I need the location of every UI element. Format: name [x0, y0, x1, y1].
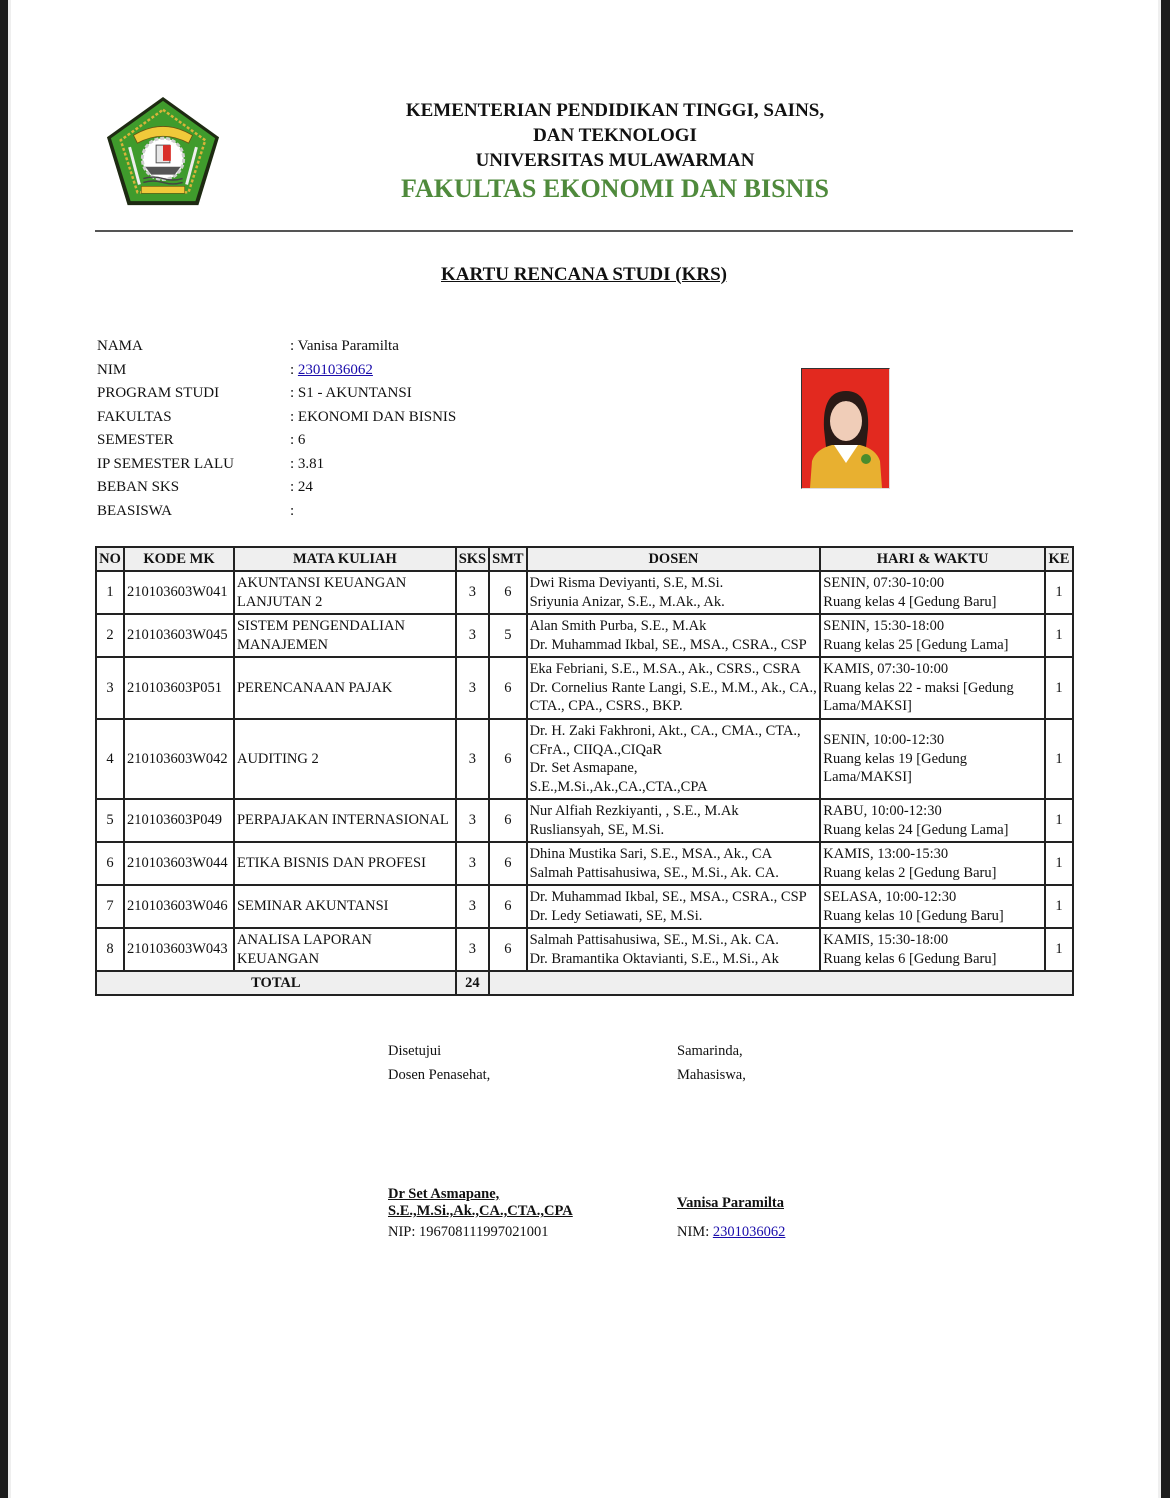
- viewer-left-edge: [0, 0, 8, 1498]
- cell-sks: 3: [456, 842, 489, 885]
- cell-smt: 6: [489, 885, 526, 928]
- nim-link[interactable]: 2301036062: [297, 361, 373, 378]
- cell-waktu: [820, 657, 1045, 719]
- dosen-name: Dr. H. Zaki Fakhroni, Akt., CA., CMA., CTA., CFrA., CIIQA.,CIQaR: [529, 723, 801, 758]
- dosen-name: Dr. Cornelius Rante Langi, S.E., M.M., Ak., CA., CTA., CPA., CSRS., BKP.: [529, 679, 817, 715]
- cell-waktu: [820, 885, 1045, 928]
- field-label: FAKULTAS: [97, 408, 172, 425]
- table-row: [96, 657, 1073, 719]
- table-row: [96, 719, 1073, 799]
- cell-waktu: [820, 719, 1045, 799]
- table-row: [96, 571, 1073, 614]
- cell-ke: 1: [1045, 719, 1073, 799]
- cell-dosen: [527, 657, 821, 719]
- cell-kode: 210103603W045: [124, 614, 234, 657]
- cell-dosen: [527, 842, 821, 885]
- field-value: : Vanisa Paramilta: [290, 338, 399, 355]
- schedule-time: RABU, 10:00-12:30: [823, 803, 942, 819]
- field-value: : 6: [290, 432, 306, 449]
- cell-ke: 1: [1045, 571, 1073, 614]
- cell-smt: 5: [489, 614, 526, 657]
- cell-kode: 210103603W042: [124, 719, 234, 799]
- cell-ke: 1: [1045, 842, 1073, 885]
- cell-matkul: SISTEM PENGENDALIAN MANAJEMEN: [234, 614, 456, 657]
- student-info: [97, 335, 456, 523]
- field-ip-semester-lalu: [97, 453, 456, 477]
- col-header-no: NO: [96, 547, 124, 571]
- field-label: SEMESTER: [97, 432, 174, 449]
- table-row: [96, 614, 1073, 657]
- cell-kode: 210103603P051: [124, 657, 234, 719]
- cell-sks: 3: [456, 885, 489, 928]
- page-title: KARTU RENCANA STUDI (KRS): [441, 264, 727, 285]
- approval-label: Disetujui: [388, 1043, 442, 1059]
- col-header-ke: KE: [1045, 547, 1073, 571]
- advisor-role: Dosen Penasehat,: [388, 1067, 491, 1083]
- nip-value: 196708111997021001: [419, 1224, 549, 1240]
- cell-sks: 3: [456, 614, 489, 657]
- field-value: [290, 362, 373, 379]
- schedule-room: Ruang kelas 22 - maksi [Gedung Lama/MAKSI]: [823, 679, 1014, 715]
- table-row: [96, 799, 1073, 842]
- cell-no: 7: [96, 885, 124, 928]
- cell-dosen: [527, 719, 821, 799]
- student-signature-block: [677, 1039, 927, 1244]
- col-header-sks: SKS: [456, 547, 489, 571]
- schedule-time: SENIN, 10:00-12:30: [823, 732, 945, 749]
- dosen-name: Salmah Pattisahusiwa, SE., M.Si., Ak. CA.: [529, 932, 779, 948]
- schedule-room: Ruang kelas 19 [Gedung Lama/MAKSI]: [823, 750, 968, 786]
- field-label: BEBAN SKS: [97, 479, 180, 496]
- dosen-name: Rusliansyah, SE, M.Si.: [529, 821, 665, 838]
- col-header-hari-waktu: HARI & WAKTU: [820, 547, 1045, 571]
- field-beban-sks: [97, 476, 456, 500]
- field-value: : 24: [290, 479, 313, 496]
- col-header-kode-mk: KODE MK: [124, 547, 234, 571]
- col-header-dosen: DOSEN: [527, 547, 821, 571]
- field-label: PROGRAM STUDI: [97, 385, 220, 402]
- cell-matkul: SEMINAR AKUNTANSI: [234, 885, 456, 928]
- header-divider: [95, 230, 1073, 232]
- city-label: Samarinda,: [677, 1043, 743, 1059]
- advisor-nip: [388, 1220, 648, 1244]
- schedule-time: SELASA, 10:00-12:30: [823, 889, 957, 905]
- cell-waktu: [820, 842, 1045, 885]
- cell-smt: 6: [489, 719, 526, 799]
- dosen-name: Nur Alfiah Rezkiyanti, , S.E., M.Ak: [529, 803, 739, 819]
- dosen-name: Dr. Bramantika Oktavianti, S.E., M.Si., Ak: [529, 950, 779, 967]
- schedule-room: Ruang kelas 24 [Gedung Lama]: [823, 821, 1009, 838]
- schedule-time: SENIN, 07:30-10:00: [823, 575, 945, 591]
- cell-smt: 6: [489, 842, 526, 885]
- cell-dosen: [527, 928, 821, 971]
- student-nim: [677, 1220, 927, 1244]
- cell-sks: 3: [456, 719, 489, 799]
- cell-no: 5: [96, 799, 124, 842]
- cell-sks: 3: [456, 571, 489, 614]
- advisor-signature-block: [388, 1039, 648, 1244]
- cell-matkul: PERPAJAKAN INTERNASIONAL: [234, 799, 456, 842]
- student-name: Vanisa Paramilta: [677, 1195, 785, 1211]
- schedule-time: KAMIS, 07:30-10:00: [823, 661, 949, 678]
- cell-dosen: [527, 571, 821, 614]
- cell-waktu: [820, 614, 1045, 657]
- cell-smt: 6: [489, 657, 526, 719]
- cell-sks: 3: [456, 928, 489, 971]
- field-label: NIM: [97, 361, 127, 378]
- cell-dosen: [527, 799, 821, 842]
- field-value: : EKONOMI DAN BISNIS: [290, 408, 457, 425]
- schedule-room: Ruang kelas 4 [Gedung Baru]: [823, 593, 997, 610]
- field-value: :: [290, 502, 295, 519]
- ministry-line-2: DAN TEKNOLOGI: [533, 125, 697, 146]
- cell-smt: 6: [489, 928, 526, 971]
- field-beasiswa: [97, 500, 456, 524]
- field-label: IP SEMESTER LALU: [97, 455, 234, 472]
- table-header-row: [96, 547, 1073, 571]
- cell-ke: 1: [1045, 885, 1073, 928]
- cell-ke: 1: [1045, 657, 1073, 719]
- table-row: [96, 928, 1073, 971]
- cell-matkul: ETIKA BISNIS DAN PROFESI: [234, 842, 456, 885]
- viewer-right-edge: [1161, 0, 1170, 1498]
- cell-no: 8: [96, 928, 124, 971]
- dosen-name: Dhina Mustika Sari, S.E., MSA., Ak., CA: [529, 846, 773, 862]
- student-photo: [801, 368, 890, 489]
- cell-waktu: [820, 799, 1045, 842]
- field-nama: [97, 335, 456, 359]
- cell-matkul: PERENCANAAN PAJAK: [234, 657, 456, 719]
- cell-kode: 210103603W041: [124, 571, 234, 614]
- cell-ke: 1: [1045, 614, 1073, 657]
- cell-ke: 1: [1045, 928, 1073, 971]
- cell-matkul: ANALISA LAPORAN KEUANGAN: [234, 928, 456, 971]
- krs-table: [95, 546, 1074, 996]
- faculty-name: FAKULTAS EKONOMI DAN BISNIS: [401, 174, 829, 203]
- field-program-studi: [97, 382, 456, 406]
- cell-no: 6: [96, 842, 124, 885]
- cell-smt: 6: [489, 799, 526, 842]
- cell-no: 3: [96, 657, 124, 719]
- cell-kode: 210103603P049: [124, 799, 234, 842]
- dosen-name: Alan Smith Purba, S.E., M.Ak: [529, 618, 707, 634]
- table-row: [96, 885, 1073, 928]
- advisor-name-line-2: S.E.,M.Si.,Ak.,CA.,CTA.,CPA: [388, 1203, 573, 1219]
- nim-label: NIM:: [677, 1224, 713, 1240]
- nip-label: NIP:: [388, 1224, 420, 1240]
- advisor-name: [388, 1186, 648, 1220]
- schedule-room: Ruang kelas 10 [Gedung Baru]: [823, 907, 1004, 924]
- schedule-room: Ruang kelas 25 [Gedung Lama]: [823, 636, 1009, 653]
- schedule-time: KAMIS, 15:30-18:00: [823, 932, 949, 948]
- page-left-shadow: [8, 0, 11, 1498]
- col-header-mata-kuliah: MATA KULIAH: [234, 547, 456, 571]
- cell-no: 1: [96, 571, 124, 614]
- ministry-line-1: KEMENTERIAN PENDIDIKAN TINGGI, SAINS,: [405, 100, 825, 121]
- dosen-name: Salmah Pattisahusiwa, SE., M.Si., Ak. CA.: [529, 864, 779, 881]
- total-empty: [489, 971, 1073, 995]
- cell-waktu: [820, 928, 1045, 971]
- cell-kode: 210103603W046: [124, 885, 234, 928]
- cell-matkul: AKUNTANSI KEUANGAN LANJUTAN 2: [234, 571, 456, 614]
- cell-smt: 6: [489, 571, 526, 614]
- advisor-name-line-1: Dr Set Asmapane,: [388, 1186, 500, 1202]
- cell-waktu: [820, 571, 1045, 614]
- dosen-name: Dwi Risma Deviyanti, S.E, M.Si.: [529, 575, 724, 591]
- schedule-time: KAMIS, 13:00-15:30: [823, 846, 949, 862]
- schedule-room: Ruang kelas 2 [Gedung Baru]: [823, 864, 997, 881]
- total-row: [96, 971, 1073, 995]
- cell-dosen: [527, 614, 821, 657]
- schedule-room: Ruang kelas 6 [Gedung Baru]: [823, 950, 997, 967]
- table-row: [96, 842, 1073, 885]
- field-nim: [97, 359, 456, 383]
- dosen-name: Dr. Set Asmapane, S.E.,M.Si.,Ak.,CA.,CTA.,CPA: [529, 760, 708, 795]
- cell-matkul: AUDITING 2: [234, 719, 456, 799]
- cell-kode: 210103603W044: [124, 842, 234, 885]
- cell-ke: 1: [1045, 799, 1073, 842]
- letterhead: [380, 98, 850, 205]
- field-value: : 3.81: [290, 455, 325, 472]
- dosen-name: Dr. Muhammad Ikbal, SE., MSA., CSRA., CSP: [529, 636, 807, 653]
- cell-sks: 3: [456, 799, 489, 842]
- dosen-name: Dr. Ledy Setiawati, SE, M.Si.: [529, 907, 703, 924]
- field-semester: [97, 429, 456, 453]
- university-crest-icon: [104, 94, 222, 210]
- dosen-name: Dr. Muhammad Ikbal, SE., MSA., CSRA., CSP: [529, 889, 807, 905]
- field-prefix: :: [290, 361, 298, 378]
- field-value: : S1 - AKUNTANSI: [290, 385, 412, 402]
- cell-no: 2: [96, 614, 124, 657]
- field-label: NAMA: [97, 338, 143, 355]
- field-label: BEASISWA: [97, 502, 173, 519]
- total-label: TOTAL: [96, 971, 456, 995]
- cell-kode: 210103603W043: [124, 928, 234, 971]
- total-sks: 24: [456, 971, 489, 995]
- col-header-smt: SMT: [489, 547, 526, 571]
- page-right-shadow: [1158, 0, 1161, 1498]
- schedule-time: SENIN, 15:30-18:00: [823, 618, 945, 634]
- university-name: UNIVERSITAS MULAWARMAN: [475, 150, 755, 171]
- dosen-name: Sriyunia Anizar, S.E., M.Ak., Ak.: [529, 593, 725, 610]
- cell-no: 4: [96, 719, 124, 799]
- dosen-name: Eka Febriani, S.E., M.SA., Ak., CSRS., CSRA: [529, 661, 801, 678]
- nim-link[interactable]: 2301036062: [712, 1224, 786, 1240]
- cell-sks: 3: [456, 657, 489, 719]
- student-role: Mahasiswa,: [677, 1067, 746, 1083]
- field-fakultas: [97, 406, 456, 430]
- cell-dosen: [527, 885, 821, 928]
